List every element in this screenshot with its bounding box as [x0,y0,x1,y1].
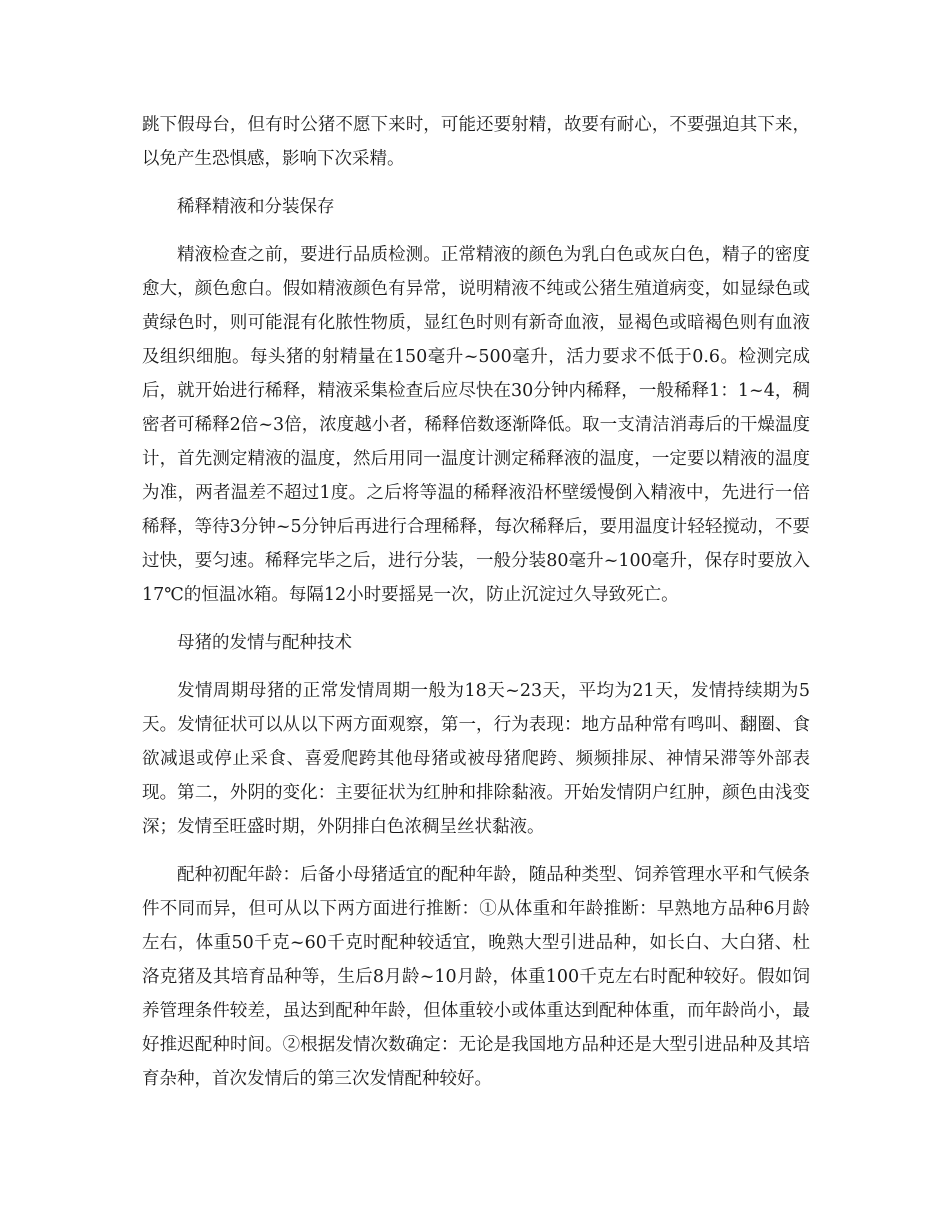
paragraph-dilution: 精液检查之前，要进行品质检测。正常精液的颜色为乳白色或灰白色，精子的密度愈大，颜色愈白。假如精液颜色有异常，说明精液不纯或公猪生殖道病变，如显绿色或黄绿色时，则可能混有化脓性物质，显红色时则有新奇血液，显褐色或暗褐色则有血液及组织细胞。每头猪的射精量在150毫升~500毫升，活力要求不低于0.6。检测完成后，就开始进行稀释，精液采集检查后应尽快在30分钟内稀释，一般稀释1：1~4，稠密者可稀释2倍~3倍，浓度越小者，稀释倍数逐渐降低。取一支清洁消毒后的干燥温度计，首先测定精液的温度，然后用同一温度计测定稀释液的温度，一定要以精液的温度为准，两者温差不超过1度。之后将等温的稀释液沿杯壁缓慢倒入精液中，先进行一倍稀释，等待3分钟~5分钟后再进行合理稀释，每次稀释后，要用温度计轻轻搅动，不要过快，要匀速。稀释完毕之后，进行分装，一般分装80毫升~100毫升，保存时要放入17℃的恒温冰箱。每隔12小时要摇晃一次，防止沉淀过久导致死亡。 [142,245,810,605]
section-heading-estrus: 母猪的发情与配种技术 [177,633,352,653]
paragraph-breeding-age: 配种初配年龄：后备小母猪适宜的配种年龄，随品种类型、饲养管理水平和气候条件不同而异，但可从以下两方面进行推断：①从体重和年龄推断：早熟地方品种6月龄左右，体重50千克~60千克时配种较适宜，晚熟大型引进品种，如长白、大白猪、杜洛克猪及其培育品种等，生后8月龄~10月龄，体重100千克左右时配种较好。假如饲养管理条件较差，虽达到配种年龄，但体重较小或体重达到配种体重，而年龄尚小，最好推迟配种时间。②根据发情次数确定：无论是我国地方品种还是大型引进品种及其培育杂种，首次发情后的第三次发情配种较好。 [142,865,810,1089]
document-body [142,108,810,1110]
section-heading-dilution: 稀释精液和分装保存 [177,197,335,217]
paragraph-continuation: 跳下假母台，但有时公猪不愿下来时，可能还要射精，故要有耐心，不要强迫其下来，以免产生恐惧感，影响下次采精。 [142,115,810,169]
paragraph-estrus-cycle: 发情周期母猪的正常发情周期一般为18天~23天，平均为21天，发情持续期为5天。发情征状可以从以下两方面观察，第一，行为表现：地方品种常有鸣叫、翻圈、食欲减退或停止采食、喜爱爬跨其他母猪或被母猪爬跨、频频排尿、神情呆滞等外部表现。第二，外阴的变化：主要征状为红肿和排除黏液。开始发情阴户红肿，颜色由浅变深；发情至旺盛时期，外阴排白色浓稠呈丝状黏液。 [142,681,810,837]
